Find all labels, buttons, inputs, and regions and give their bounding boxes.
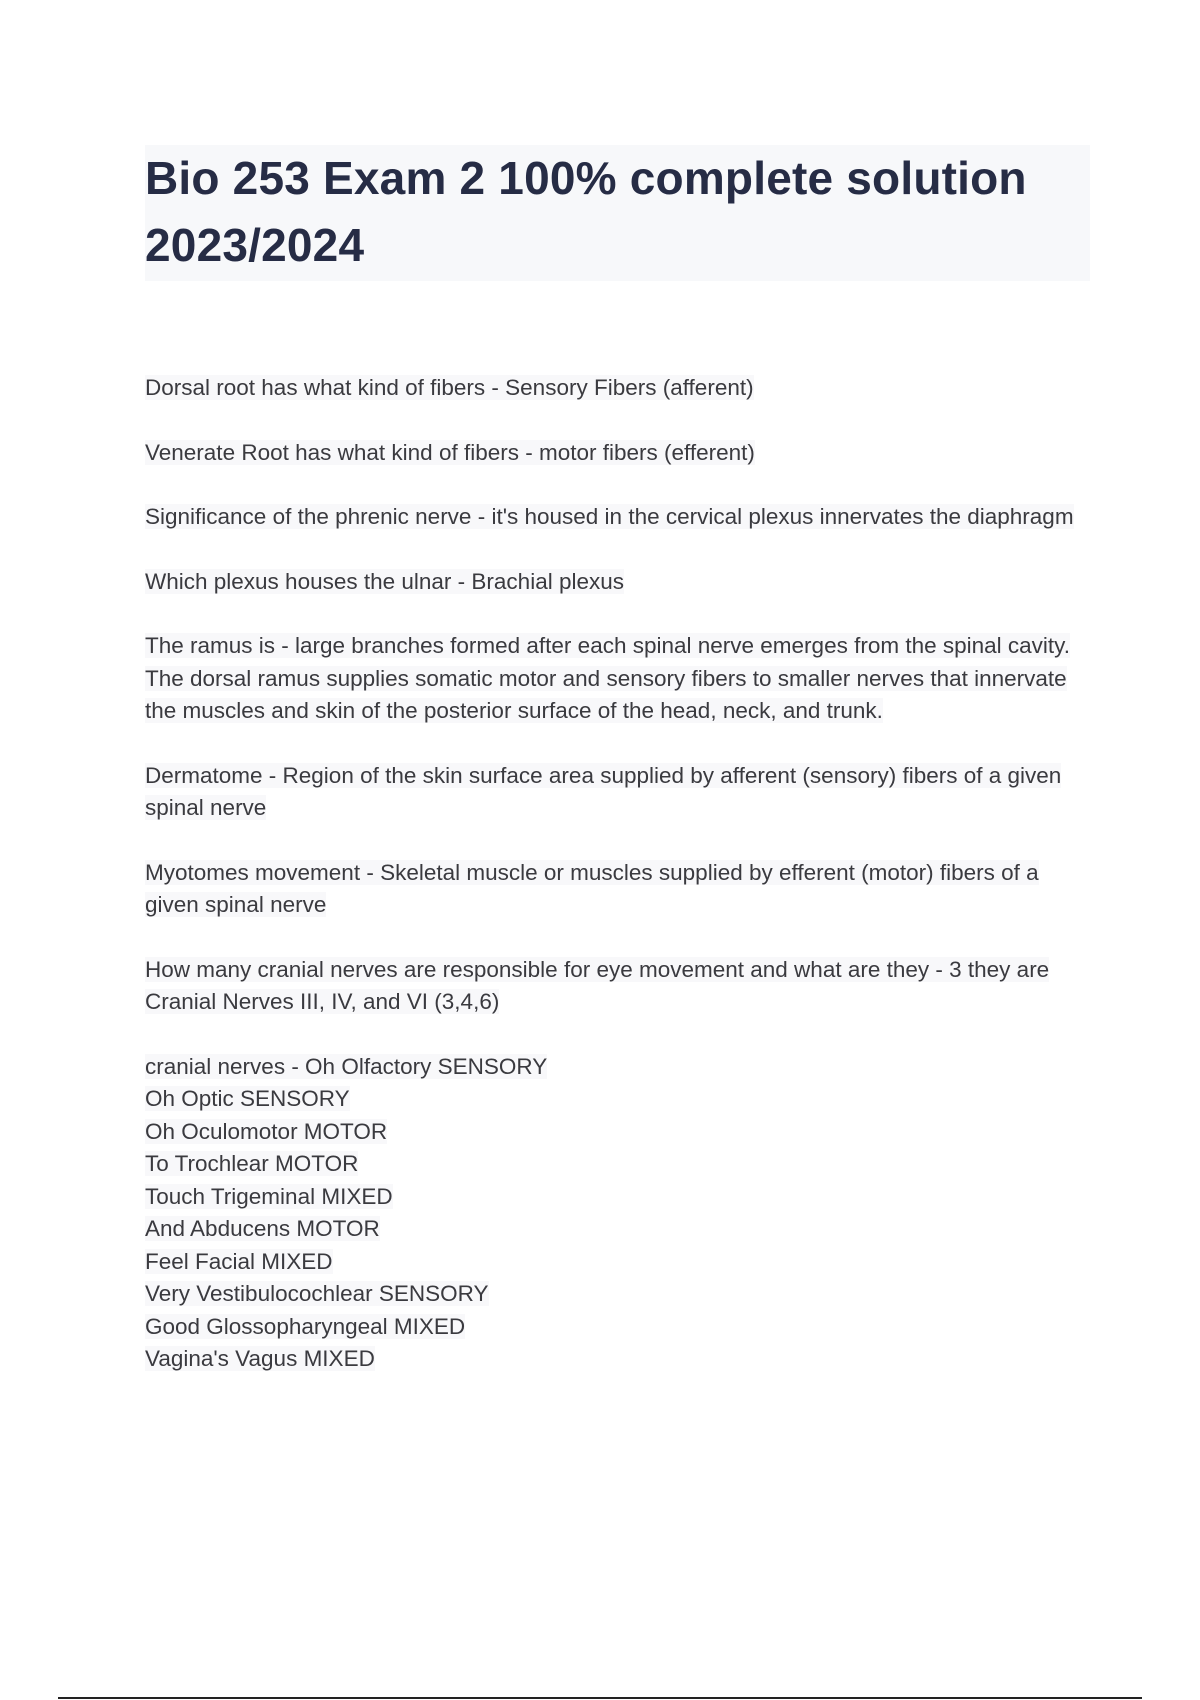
qa-text: Myotomes movement - Skeletal muscle or muscles supplied by efferent (motor) fibers of a given spinal nerve — [145, 859, 1039, 917]
list-item: Vagina's Vagus MIXED — [145, 1346, 375, 1371]
qa-entry-dermatome — [145, 760, 1090, 825]
qa-text: Dermatome - Region of the skin surface area supplied by afferent (sensory) fibers of a given spinal nerve — [145, 762, 1062, 820]
qa-text: Significance of the phrenic nerve - it's housed in the cervical plexus innervates the diaphragm — [145, 504, 1074, 529]
qa-text: Dorsal root has what kind of fibers - Sensory Fibers (afferent) — [145, 375, 754, 400]
qa-entry-ulnar-plexus — [145, 566, 1090, 599]
qa-text: Venerate Root has what kind of fibers - motor fibers (efferent) — [145, 439, 755, 465]
list-item: And Abducens MOTOR — [145, 1216, 380, 1241]
list-item: cranial nerves - Oh Olfactory SENSORY — [145, 1053, 548, 1079]
qa-text: The ramus is - large branches formed after each spinal nerve emerges from the spinal cavity. — [145, 633, 1070, 658]
list-item: Feel Facial MIXED — [145, 1248, 333, 1274]
qa-text: The dorsal ramus supplies somatic motor and sensory fibers to smaller nerves that innervate the muscles and skin of the posterior surface of the head, neck, and trunk. — [145, 665, 1067, 723]
list-item: Very Vestibulocochlear SENSORY — [145, 1281, 489, 1306]
qa-entry-ramus — [145, 630, 1090, 728]
qa-text: How many cranial nerves are responsible for eye movement and what are they - 3 they are Cranial Nerves III, IV, and VI (3,4,6) — [145, 956, 1050, 1014]
document-title: Bio 253 Exam 2 100% complete solution 2023/2024 — [145, 152, 1027, 271]
qa-entry-phrenic-nerve — [145, 501, 1090, 534]
title-block — [145, 145, 1090, 281]
document-body — [145, 372, 1090, 1376]
qa-entry-eye-movement — [145, 954, 1090, 1019]
list-item: Oh Oculomotor MOTOR — [145, 1118, 388, 1144]
qa-entry-ventral-root — [145, 437, 1090, 470]
cranial-nerves-list — [145, 1051, 1090, 1376]
list-item: To Trochlear MOTOR — [145, 1151, 359, 1176]
footer-divider — [58, 1697, 1142, 1699]
list-item: Touch Trigeminal MIXED — [145, 1183, 393, 1209]
qa-entry-dorsal-root — [145, 372, 1090, 405]
list-item: Oh Optic SENSORY — [145, 1086, 350, 1111]
list-item: Good Glossopharyngeal MIXED — [145, 1313, 466, 1339]
qa-entry-myotomes — [145, 857, 1090, 922]
qa-text: Which plexus houses the ulnar - Brachial plexus — [145, 568, 624, 594]
